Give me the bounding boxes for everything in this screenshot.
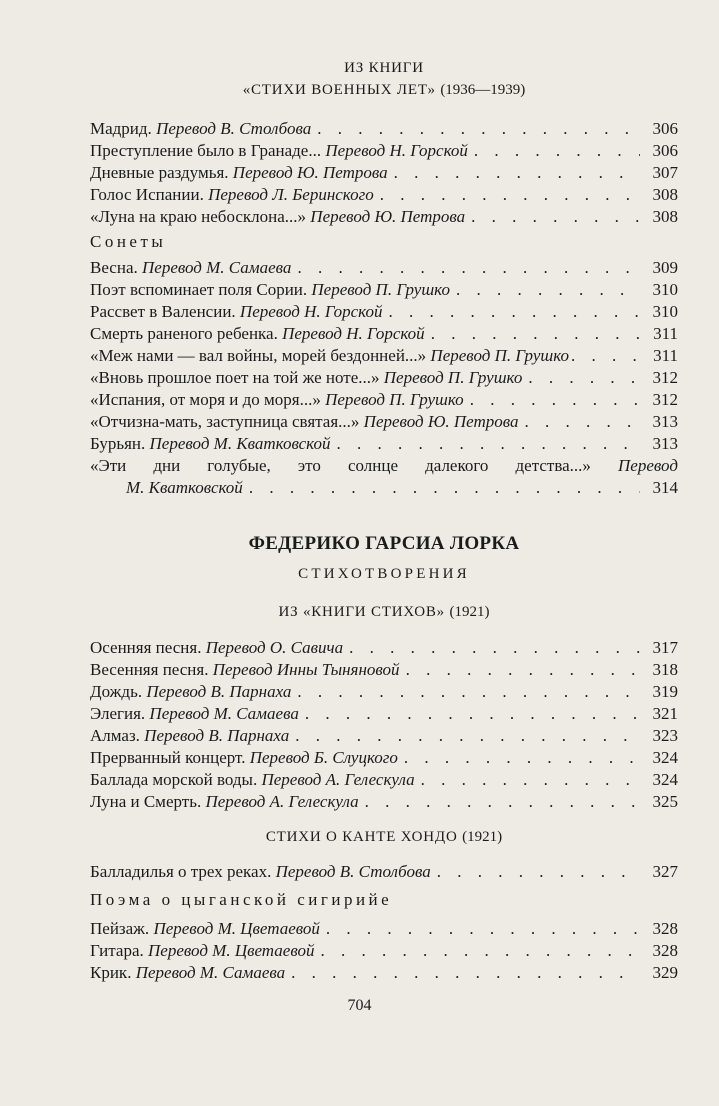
- toc-entry[interactable]: [90, 389, 678, 411]
- entry-page: 324: [652, 748, 678, 767]
- toc-entry[interactable]: [90, 411, 678, 433]
- leader-dots: [249, 477, 640, 499]
- entry-translator: Перевод Ю. Петрова: [363, 412, 519, 431]
- entry-translator: Перевод П. Грушко: [430, 346, 570, 365]
- entry-translator: Перевод В. Парнаха: [144, 726, 290, 745]
- entry-page: 307: [652, 163, 678, 182]
- toc-entry[interactable]: [90, 725, 678, 747]
- entry-title: «Меж нами — вал войны, морей бездонней...»: [90, 346, 427, 365]
- leader-dots: [394, 162, 640, 184]
- entry-title: Гитара.: [90, 941, 144, 960]
- leader-dots: [406, 659, 640, 681]
- entry-page: 311: [653, 324, 678, 343]
- entry-title: Голос Испании.: [90, 185, 204, 204]
- toc-entry[interactable]: [90, 140, 678, 162]
- leader-dots: [295, 725, 640, 747]
- entry-translator: Перевод П. Грушко: [325, 390, 464, 409]
- toc-entry[interactable]: [90, 206, 678, 228]
- section-heading-book: [90, 57, 678, 101]
- entry-page: 310: [652, 302, 678, 321]
- toc-entry[interactable]: [90, 769, 678, 791]
- toc-entry[interactable]: [90, 367, 678, 389]
- entry-translator: Перевод А. Гелескула: [205, 792, 359, 811]
- leader-dots: [365, 791, 640, 813]
- leader-dots: [336, 433, 640, 455]
- entry-title-line: [90, 455, 678, 477]
- entry-page: 313: [652, 412, 678, 431]
- entry-page: 311: [653, 346, 678, 365]
- entry-translator: Перевод О. Савича: [205, 638, 344, 657]
- entry-translator: Перевод А. Гелескула: [261, 770, 415, 789]
- entry-page: 321: [652, 704, 678, 723]
- subsection-sonnets: Сонеты: [90, 232, 167, 251]
- entries-list-cante-jondo: [90, 861, 678, 883]
- entry-translator: Перевод Ю. Петрова: [310, 207, 466, 226]
- entry-page: 317: [652, 638, 678, 657]
- toc-entry[interactable]: [90, 279, 678, 301]
- entry-translator: Перевод Н. Горской: [325, 141, 468, 160]
- entries-list-book-of-poems: [90, 637, 678, 813]
- book2-years: (1921): [462, 829, 503, 845]
- leader-dots: [291, 962, 640, 984]
- entry-translator: Перевод Инны Тыняновой: [212, 660, 400, 679]
- leader-dots: [437, 861, 640, 883]
- entry-page: 313: [652, 434, 678, 453]
- book2-heading: [90, 826, 678, 848]
- entries-list-war-poems: [90, 118, 678, 228]
- leader-dots: [470, 389, 640, 411]
- entry-translator: Перевод Ю. Петрова: [232, 163, 388, 182]
- entry-continuation: [90, 477, 678, 499]
- entry-page: 312: [652, 390, 678, 409]
- entry-title: Бурьян.: [90, 434, 146, 453]
- entry-translator: Перевод Л. Беринского: [208, 185, 374, 204]
- leader-dots: [349, 637, 640, 659]
- heading-line-1: ИЗ КНИГИ: [344, 60, 424, 76]
- leader-dots: [326, 918, 640, 940]
- leader-dots: [421, 769, 640, 791]
- entry-title: Весна.: [90, 258, 138, 277]
- leader-dots: [305, 703, 640, 725]
- book1-heading: [90, 601, 678, 623]
- leader-dots: [380, 184, 640, 206]
- toc-entry[interactable]: [90, 861, 678, 883]
- toc-entry[interactable]: [90, 637, 678, 659]
- leader-dots: [317, 118, 640, 140]
- entry-translator: Перевод М. Самаева: [135, 963, 286, 982]
- entry-title: Алмаз.: [90, 726, 140, 745]
- leader-dots: [571, 345, 644, 367]
- entries-list-sonnets: [90, 257, 678, 499]
- leader-dots: [431, 323, 640, 345]
- toc-entry[interactable]: [90, 940, 678, 962]
- entry-title-word: солнце: [347, 456, 398, 475]
- entry-translator: Перевод М. Цветаевой: [148, 941, 315, 960]
- book1-title: ИЗ «КНИГИ СТИХОВ»: [278, 604, 445, 620]
- toc-entry[interactable]: [90, 659, 678, 681]
- entry-page: 308: [652, 207, 678, 226]
- toc-entry[interactable]: [90, 301, 678, 323]
- toc-entry-wrapped[interactable]: [90, 455, 678, 499]
- entry-title: Поэт вспоминает поля Сории.: [90, 280, 308, 299]
- entry-page: 327: [652, 862, 678, 881]
- heading-years: (1936—1939): [440, 82, 526, 98]
- entry-title-word: голубые,: [207, 456, 271, 475]
- page-number: 704: [347, 997, 372, 1014]
- entry-translator: Перевод М. Цветаевой: [153, 919, 320, 938]
- entry-title: Рассвет в Валенсии.: [90, 302, 236, 321]
- entry-title: Прерванный концерт.: [90, 748, 246, 767]
- book2-title: СТИХИ О КАНТЕ ХОНДО: [265, 829, 458, 845]
- leader-dots: [389, 301, 641, 323]
- entry-title: Преступление было в Гранаде...: [90, 141, 322, 160]
- toc-entry[interactable]: [90, 257, 678, 279]
- leader-dots: [528, 367, 640, 389]
- entry-title: «Испания, от моря и до моря...»: [90, 390, 321, 409]
- entry-title: Крик.: [90, 963, 132, 982]
- toc-entry[interactable]: [90, 184, 678, 206]
- entry-title: Дождь.: [90, 682, 143, 701]
- entry-page: 328: [652, 941, 678, 960]
- toc-entry[interactable]: [90, 162, 678, 184]
- entry-translator: Перевод М. Самаева: [149, 704, 299, 723]
- entry-title: «Вновь прошлое поет на той же ноте...»: [90, 368, 380, 387]
- entry-title: Дневные раздумья.: [90, 163, 229, 182]
- entry-page: 319: [652, 682, 678, 701]
- entry-title: «Луна на краю небосклона...»: [90, 207, 307, 226]
- entry-translator: Перевод: [618, 456, 678, 475]
- entries-list-siguiriya: [90, 918, 678, 984]
- toc-entry[interactable]: [90, 918, 678, 940]
- entry-title: Балладилья о трех реках.: [90, 862, 272, 881]
- entry-page: 306: [652, 119, 678, 138]
- entry-page: 310: [652, 280, 678, 299]
- entry-title: Луна и Смерть.: [90, 792, 202, 811]
- heading-line-2: [90, 79, 678, 101]
- entry-title-word: дни: [153, 456, 181, 475]
- leader-dots: [471, 206, 640, 228]
- entry-translator: Перевод М. Самаева: [142, 258, 292, 277]
- entry-translator: Перевод В. Столбова: [156, 119, 312, 138]
- toc-entry[interactable]: [90, 681, 678, 703]
- entry-title-word: «Эти: [90, 456, 127, 475]
- entry-page: 329: [652, 963, 678, 982]
- entry-page: 309: [652, 258, 678, 277]
- entry-translator: Перевод Н. Горской: [239, 302, 383, 321]
- entry-translator: Перевод Б. Слуцкого: [249, 748, 398, 767]
- entry-translator: Перевод П. Грушко: [383, 368, 523, 387]
- toc-entry[interactable]: [90, 962, 678, 984]
- entry-title: «Отчизна-мать, заступница святая...»: [90, 412, 360, 431]
- entry-page: 312: [652, 368, 678, 387]
- leader-dots: [321, 940, 641, 962]
- entry-page: 328: [652, 919, 678, 938]
- leader-dots: [525, 411, 640, 433]
- leader-dots: [404, 747, 640, 769]
- book1-years: (1921): [449, 604, 490, 620]
- leader-dots: [297, 681, 640, 703]
- entry-title: Мадрид.: [90, 119, 152, 138]
- genre-heading: СТИХОТВОРЕНИЯ: [298, 566, 470, 582]
- entry-title: Элегия.: [90, 704, 146, 723]
- entry-title: Баллада морской воды.: [90, 770, 258, 789]
- entry-translator: М. Кватковской: [126, 478, 243, 497]
- entry-title: Смерть раненого ребенка.: [90, 324, 278, 343]
- toc-entry[interactable]: [90, 345, 678, 367]
- entry-translator: Перевод Н. Горской: [282, 324, 425, 343]
- entry-title-word: это: [297, 456, 321, 475]
- entry-title: Весенняя песня.: [90, 660, 209, 679]
- entry-page: 325: [652, 792, 678, 811]
- leader-dots: [297, 257, 640, 279]
- toc-entry[interactable]: [90, 791, 678, 813]
- entry-title: Осенняя песня.: [90, 638, 202, 657]
- heading-book-title: «СТИХИ ВОЕННЫХ ЛЕТ»: [242, 82, 436, 98]
- toc-entry[interactable]: [90, 118, 678, 140]
- entry-translator: Перевод М. Кватковской: [149, 434, 331, 453]
- entry-page: 308: [652, 185, 678, 204]
- entry-title-word: детства...»: [515, 456, 591, 475]
- entry-title-word: далекого: [425, 456, 489, 475]
- entry-page: 306: [652, 141, 678, 160]
- leader-dots: [474, 140, 640, 162]
- entry-translator: Перевод П. Грушко: [311, 280, 450, 299]
- leader-dots: [456, 279, 640, 301]
- toc-entry[interactable]: [90, 433, 678, 455]
- entry-page: 324: [652, 770, 678, 789]
- entry-translator: Перевод В. Парнаха: [146, 682, 292, 701]
- toc-entry[interactable]: [90, 703, 678, 725]
- entry-page: 323: [652, 726, 678, 745]
- entry-title: Пейзаж.: [90, 919, 150, 938]
- author-name: ФЕДЕРИКО ГАРСИА ЛОРКА: [248, 533, 520, 554]
- toc-entry[interactable]: [90, 323, 678, 345]
- entry-page: 318: [652, 660, 678, 679]
- toc-entry[interactable]: [90, 747, 678, 769]
- entry-translator: Перевод В. Столбова: [275, 862, 431, 881]
- entry-page: 314: [652, 478, 678, 497]
- subsection-gypsy-siguiriya: Поэма о цыганской сигирийе: [90, 890, 393, 909]
